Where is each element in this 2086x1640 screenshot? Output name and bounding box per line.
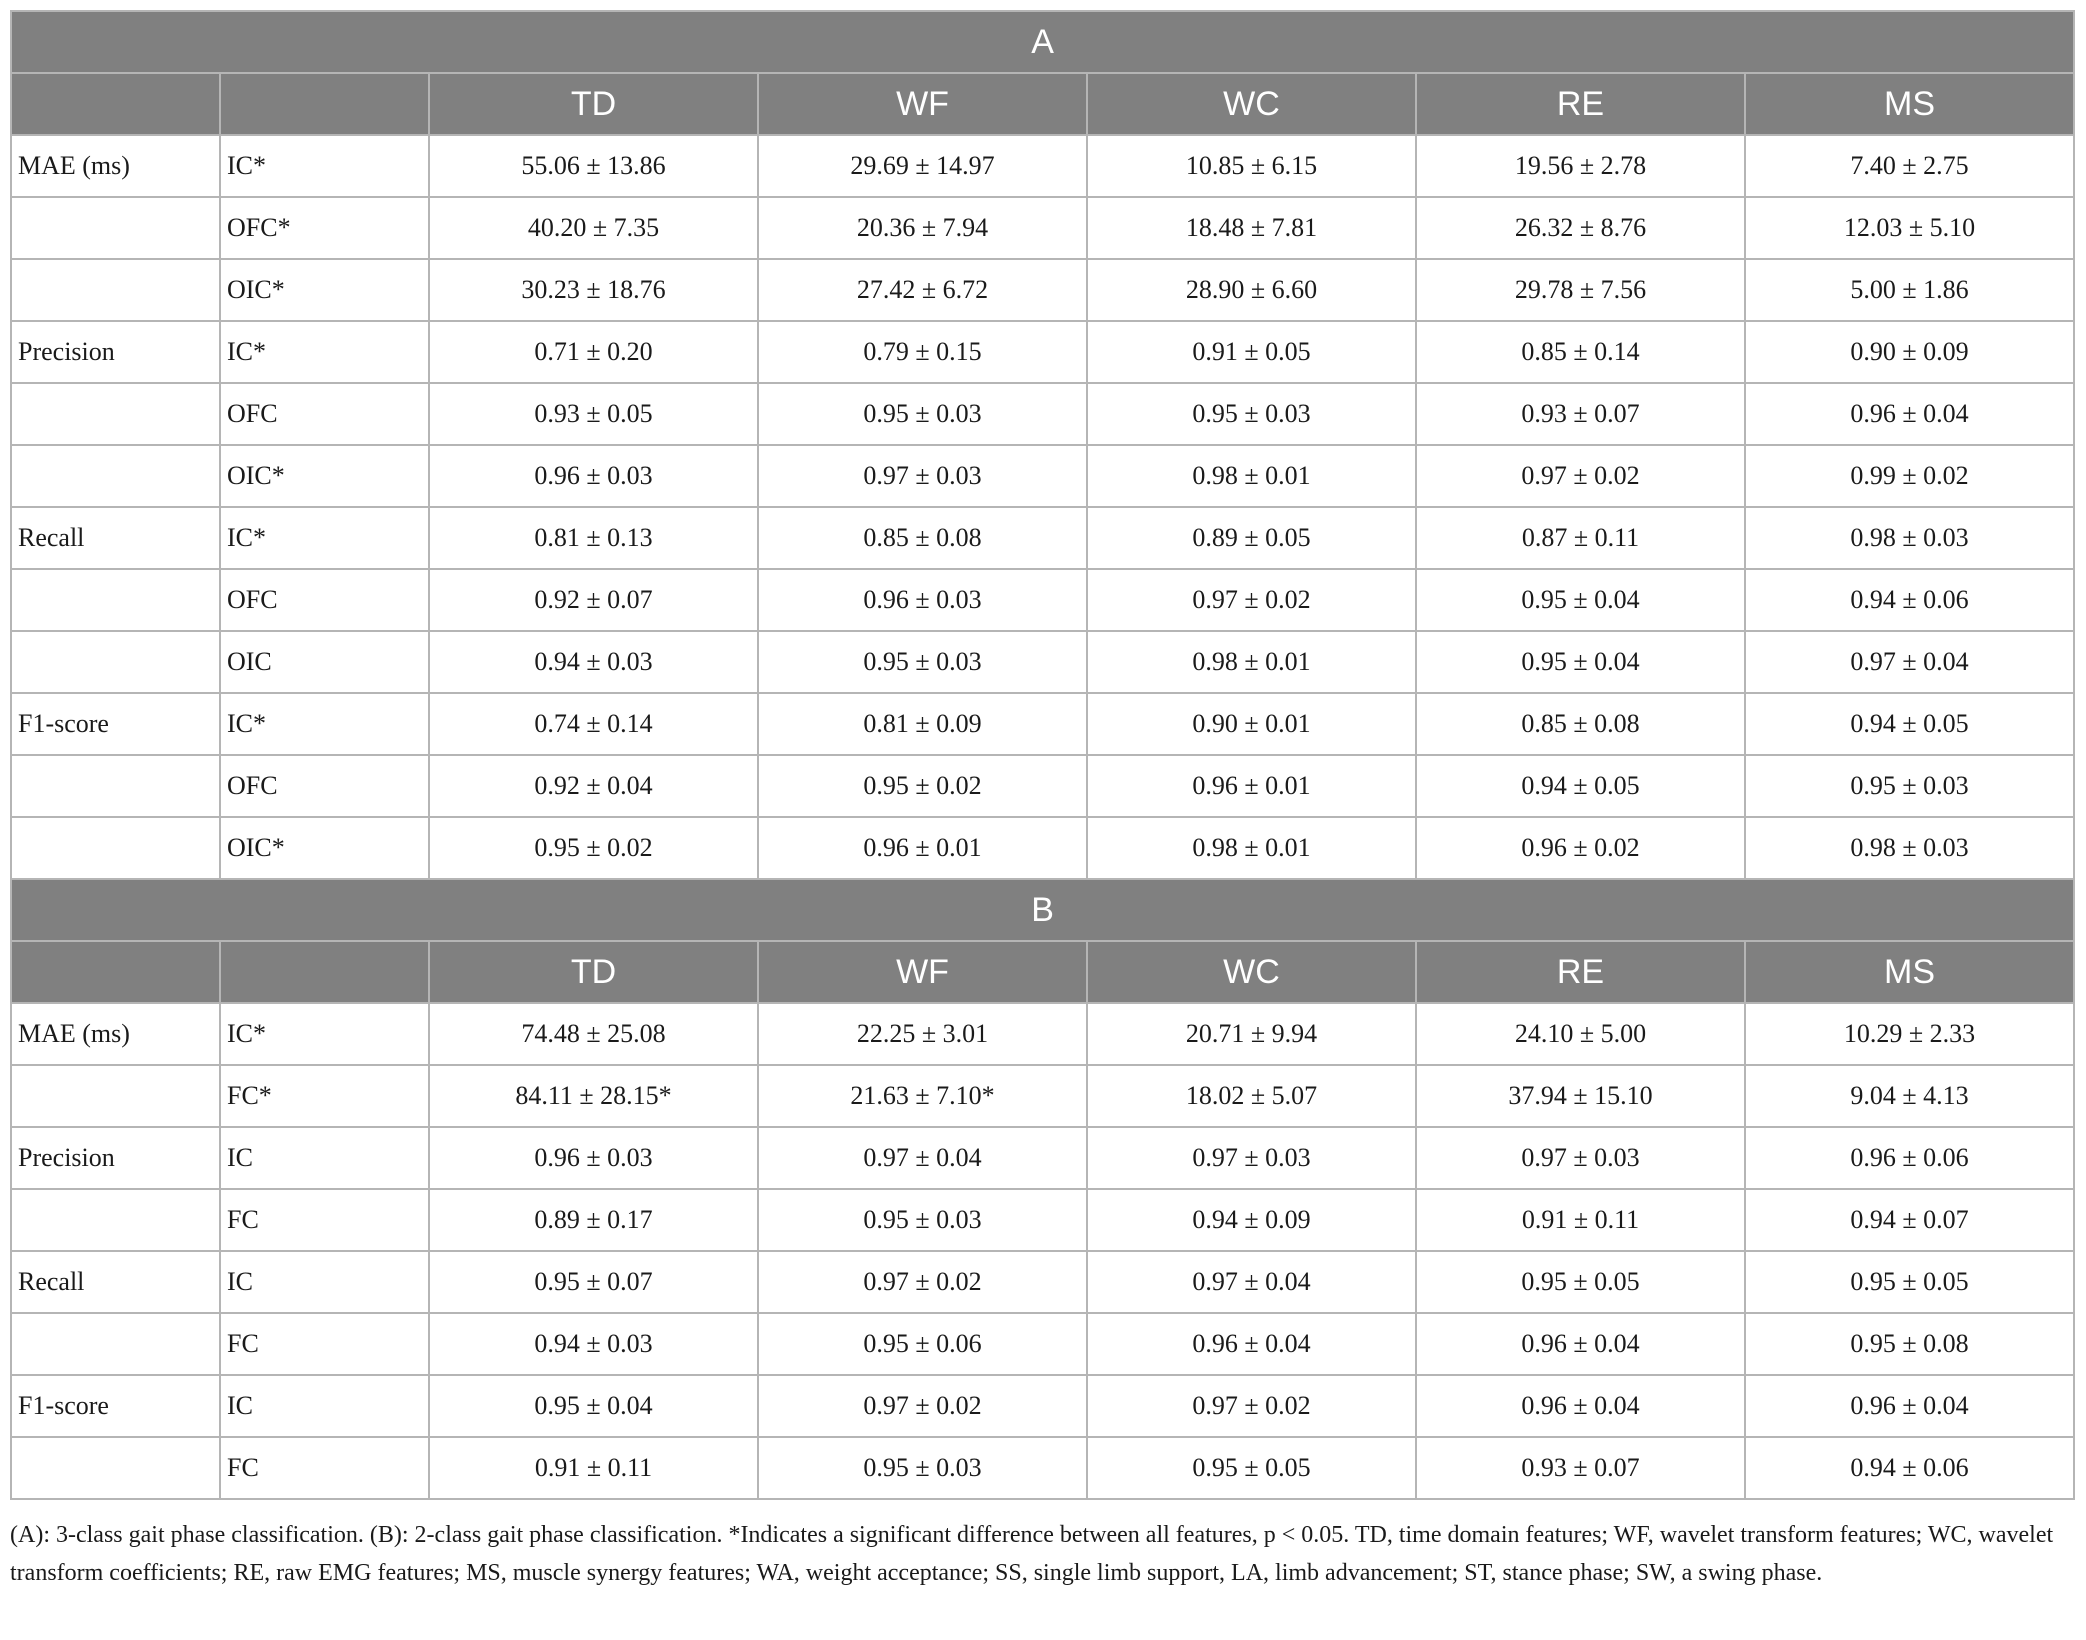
value-cell: 0.97 ± 0.03: [1416, 1127, 1745, 1189]
column-header-wf: WF: [758, 941, 1087, 1003]
value-cell: 29.69 ± 14.97: [758, 135, 1087, 197]
event-label: OIC*: [220, 445, 429, 507]
table-row: [11, 383, 2074, 445]
column-header-wf: WF: [758, 73, 1087, 135]
metric-label: Recall: [11, 1251, 220, 1313]
value-cell: 7.40 ± 2.75: [1745, 135, 2074, 197]
value-cell: 0.89 ± 0.05: [1087, 507, 1416, 569]
value-cell: 0.95 ± 0.04: [1416, 631, 1745, 693]
value-cell: 0.97 ± 0.02: [1087, 1375, 1416, 1437]
value-cell: 0.97 ± 0.04: [758, 1127, 1087, 1189]
metric-label: [11, 1065, 220, 1127]
table-row: [11, 321, 2074, 383]
results-table: [10, 10, 2075, 1500]
value-cell: 0.96 ± 0.04: [1745, 383, 2074, 445]
section-b-column-headers: [11, 941, 2074, 1003]
event-label: IC*: [220, 693, 429, 755]
event-label: IC: [220, 1127, 429, 1189]
event-label: FC: [220, 1189, 429, 1251]
table-row: [11, 631, 2074, 693]
value-cell: 0.79 ± 0.15: [758, 321, 1087, 383]
value-cell: 0.98 ± 0.03: [1745, 507, 2074, 569]
column-header-td: TD: [429, 73, 758, 135]
value-cell: 0.85 ± 0.08: [758, 507, 1087, 569]
event-label: IC*: [220, 135, 429, 197]
value-cell: 27.42 ± 6.72: [758, 259, 1087, 321]
event-label: OFC*: [220, 197, 429, 259]
value-cell: 0.92 ± 0.04: [429, 755, 758, 817]
event-label: FC: [220, 1437, 429, 1499]
empty-header-cell: [220, 73, 429, 135]
table-row: [11, 445, 2074, 507]
value-cell: 0.95 ± 0.03: [758, 631, 1087, 693]
value-cell: 0.96 ± 0.04: [1416, 1375, 1745, 1437]
value-cell: 0.92 ± 0.07: [429, 569, 758, 631]
section-b-title: B: [11, 879, 2074, 941]
value-cell: 0.97 ± 0.02: [1087, 569, 1416, 631]
value-cell: 5.00 ± 1.86: [1745, 259, 2074, 321]
value-cell: 0.94 ± 0.07: [1745, 1189, 2074, 1251]
value-cell: 0.96 ± 0.04: [1745, 1375, 2074, 1437]
section-a-header-row: [11, 11, 2074, 73]
value-cell: 0.95 ± 0.05: [1745, 1251, 2074, 1313]
value-cell: 0.97 ± 0.03: [758, 445, 1087, 507]
value-cell: 0.95 ± 0.03: [758, 383, 1087, 445]
section-a-body: [11, 11, 2074, 879]
empty-header-cell: [11, 73, 220, 135]
value-cell: 10.85 ± 6.15: [1087, 135, 1416, 197]
metric-label: [11, 569, 220, 631]
table-row: [11, 1065, 2074, 1127]
value-cell: 0.98 ± 0.01: [1087, 631, 1416, 693]
metric-label: F1-score: [11, 1375, 220, 1437]
value-cell: 0.74 ± 0.14: [429, 693, 758, 755]
value-cell: 0.97 ± 0.02: [1416, 445, 1745, 507]
metric-label: [11, 1437, 220, 1499]
value-cell: 19.56 ± 2.78: [1416, 135, 1745, 197]
table-row: [11, 1189, 2074, 1251]
value-cell: 0.94 ± 0.05: [1745, 693, 2074, 755]
table-row: [11, 1313, 2074, 1375]
value-cell: 0.95 ± 0.08: [1745, 1313, 2074, 1375]
value-cell: 0.96 ± 0.02: [1416, 817, 1745, 879]
column-header-wc: WC: [1087, 941, 1416, 1003]
value-cell: 0.96 ± 0.06: [1745, 1127, 2074, 1189]
metric-label: F1-score: [11, 693, 220, 755]
value-cell: 0.95 ± 0.03: [1087, 383, 1416, 445]
value-cell: 84.11 ± 28.15*: [429, 1065, 758, 1127]
metric-label: [11, 259, 220, 321]
value-cell: 0.97 ± 0.03: [1087, 1127, 1416, 1189]
value-cell: 0.87 ± 0.11: [1416, 507, 1745, 569]
value-cell: 0.95 ± 0.03: [758, 1437, 1087, 1499]
value-cell: 0.99 ± 0.02: [1745, 445, 2074, 507]
event-label: FC*: [220, 1065, 429, 1127]
event-label: OFC: [220, 755, 429, 817]
metric-label: [11, 817, 220, 879]
metric-label: [11, 445, 220, 507]
column-header-ms: MS: [1745, 941, 2074, 1003]
column-header-wc: WC: [1087, 73, 1416, 135]
table-row: [11, 1127, 2074, 1189]
value-cell: 0.95 ± 0.04: [1416, 569, 1745, 631]
value-cell: 37.94 ± 15.10: [1416, 1065, 1745, 1127]
event-label: IC: [220, 1375, 429, 1437]
table-footnote: (A): 3-class gait phase classification. (B): 2-class gait phase classification. *Indicates a significant difference between all features, p < 0.05. TD, time domain features; WF, wavelet transform features; WC, wavelet transform coefficients; RE, raw EMG features; MS, muscle synergy features; WA, weight acceptance; SS, single limb support, LA, limb advancement; ST, stance phase; SW, a swing phase.: [10, 1522, 2054, 1586]
table-row: [11, 197, 2074, 259]
value-cell: 0.94 ± 0.03: [429, 1313, 758, 1375]
value-cell: 0.97 ± 0.02: [758, 1375, 1087, 1437]
value-cell: 0.95 ± 0.03: [1745, 755, 2074, 817]
section-b-header-row: [11, 879, 2074, 941]
event-label: IC*: [220, 507, 429, 569]
value-cell: 0.90 ± 0.09: [1745, 321, 2074, 383]
value-cell: 0.93 ± 0.07: [1416, 383, 1745, 445]
value-cell: 12.03 ± 5.10: [1745, 197, 2074, 259]
metric-label: [11, 197, 220, 259]
table-row: [11, 1251, 2074, 1313]
table-row: [11, 135, 2074, 197]
metric-label: MAE (ms): [11, 1003, 220, 1065]
metric-label: [11, 383, 220, 445]
table-row: [11, 755, 2074, 817]
value-cell: 0.95 ± 0.06: [758, 1313, 1087, 1375]
value-cell: 0.95 ± 0.02: [429, 817, 758, 879]
empty-header-cell: [11, 941, 220, 1003]
metric-label: [11, 1189, 220, 1251]
value-cell: 0.97 ± 0.04: [1745, 631, 2074, 693]
metric-label: [11, 1313, 220, 1375]
metric-label: [11, 631, 220, 693]
event-label: OIC*: [220, 817, 429, 879]
value-cell: 0.81 ± 0.13: [429, 507, 758, 569]
event-label: IC*: [220, 321, 429, 383]
value-cell: 0.96 ± 0.03: [429, 1127, 758, 1189]
value-cell: 0.91 ± 0.11: [429, 1437, 758, 1499]
value-cell: 18.48 ± 7.81: [1087, 197, 1416, 259]
table-row: [11, 259, 2074, 321]
value-cell: 0.96 ± 0.01: [1087, 755, 1416, 817]
event-label: IC*: [220, 1003, 429, 1065]
value-cell: 0.95 ± 0.05: [1087, 1437, 1416, 1499]
column-header-ms: MS: [1745, 73, 2074, 135]
value-cell: 22.25 ± 3.01: [758, 1003, 1087, 1065]
value-cell: 0.98 ± 0.03: [1745, 817, 2074, 879]
value-cell: 30.23 ± 18.76: [429, 259, 758, 321]
event-label: OIC*: [220, 259, 429, 321]
value-cell: 0.94 ± 0.03: [429, 631, 758, 693]
table-row: [11, 1437, 2074, 1499]
table-row: [11, 569, 2074, 631]
event-label: OFC: [220, 569, 429, 631]
event-label: OFC: [220, 383, 429, 445]
value-cell: 0.95 ± 0.04: [429, 1375, 758, 1437]
metric-label: Recall: [11, 507, 220, 569]
metric-label: Precision: [11, 321, 220, 383]
value-cell: 0.96 ± 0.01: [758, 817, 1087, 879]
value-cell: 0.94 ± 0.09: [1087, 1189, 1416, 1251]
value-cell: 0.97 ± 0.02: [758, 1251, 1087, 1313]
value-cell: 24.10 ± 5.00: [1416, 1003, 1745, 1065]
value-cell: 20.36 ± 7.94: [758, 197, 1087, 259]
value-cell: 20.71 ± 9.94: [1087, 1003, 1416, 1065]
value-cell: 29.78 ± 7.56: [1416, 259, 1745, 321]
value-cell: 0.93 ± 0.05: [429, 383, 758, 445]
value-cell: 0.95 ± 0.05: [1416, 1251, 1745, 1313]
value-cell: 74.48 ± 25.08: [429, 1003, 758, 1065]
value-cell: 0.96 ± 0.03: [758, 569, 1087, 631]
value-cell: 0.94 ± 0.06: [1745, 1437, 2074, 1499]
section-a-column-headers: [11, 73, 2074, 135]
value-cell: 9.04 ± 4.13: [1745, 1065, 2074, 1127]
value-cell: 26.32 ± 8.76: [1416, 197, 1745, 259]
value-cell: 55.06 ± 13.86: [429, 135, 758, 197]
metric-label: Precision: [11, 1127, 220, 1189]
value-cell: 0.81 ± 0.09: [758, 693, 1087, 755]
value-cell: 21.63 ± 7.10*: [758, 1065, 1087, 1127]
table-row: [11, 817, 2074, 879]
value-cell: 0.95 ± 0.02: [758, 755, 1087, 817]
value-cell: 0.91 ± 0.05: [1087, 321, 1416, 383]
value-cell: 0.85 ± 0.14: [1416, 321, 1745, 383]
table-row: [11, 1375, 2074, 1437]
value-cell: 0.95 ± 0.07: [429, 1251, 758, 1313]
value-cell: 0.91 ± 0.11: [1416, 1189, 1745, 1251]
value-cell: 0.98 ± 0.01: [1087, 817, 1416, 879]
column-header-td: TD: [429, 941, 758, 1003]
value-cell: 0.85 ± 0.08: [1416, 693, 1745, 755]
value-cell: 0.96 ± 0.03: [429, 445, 758, 507]
value-cell: 0.94 ± 0.05: [1416, 755, 1745, 817]
value-cell: 0.71 ± 0.20: [429, 321, 758, 383]
table-row: [11, 1003, 2074, 1065]
column-header-re: RE: [1416, 73, 1745, 135]
value-cell: 0.95 ± 0.03: [758, 1189, 1087, 1251]
value-cell: 0.94 ± 0.06: [1745, 569, 2074, 631]
section-b-body: [11, 879, 2074, 1499]
value-cell: 28.90 ± 6.60: [1087, 259, 1416, 321]
column-header-re: RE: [1416, 941, 1745, 1003]
value-cell: 0.96 ± 0.04: [1416, 1313, 1745, 1375]
value-cell: 10.29 ± 2.33: [1745, 1003, 2074, 1065]
table-row: [11, 507, 2074, 569]
value-cell: 0.98 ± 0.01: [1087, 445, 1416, 507]
event-label: IC: [220, 1251, 429, 1313]
event-label: FC: [220, 1313, 429, 1375]
results-table-container: [10, 10, 2074, 1500]
value-cell: 0.89 ± 0.17: [429, 1189, 758, 1251]
event-label: OIC: [220, 631, 429, 693]
value-cell: 40.20 ± 7.35: [429, 197, 758, 259]
value-cell: 0.97 ± 0.04: [1087, 1251, 1416, 1313]
section-a-title: A: [11, 11, 2074, 73]
value-cell: 18.02 ± 5.07: [1087, 1065, 1416, 1127]
value-cell: 0.90 ± 0.01: [1087, 693, 1416, 755]
value-cell: 0.96 ± 0.04: [1087, 1313, 1416, 1375]
empty-header-cell: [220, 941, 429, 1003]
metric-label: MAE (ms): [11, 135, 220, 197]
value-cell: 0.93 ± 0.07: [1416, 1437, 1745, 1499]
table-row: [11, 693, 2074, 755]
metric-label: [11, 755, 220, 817]
